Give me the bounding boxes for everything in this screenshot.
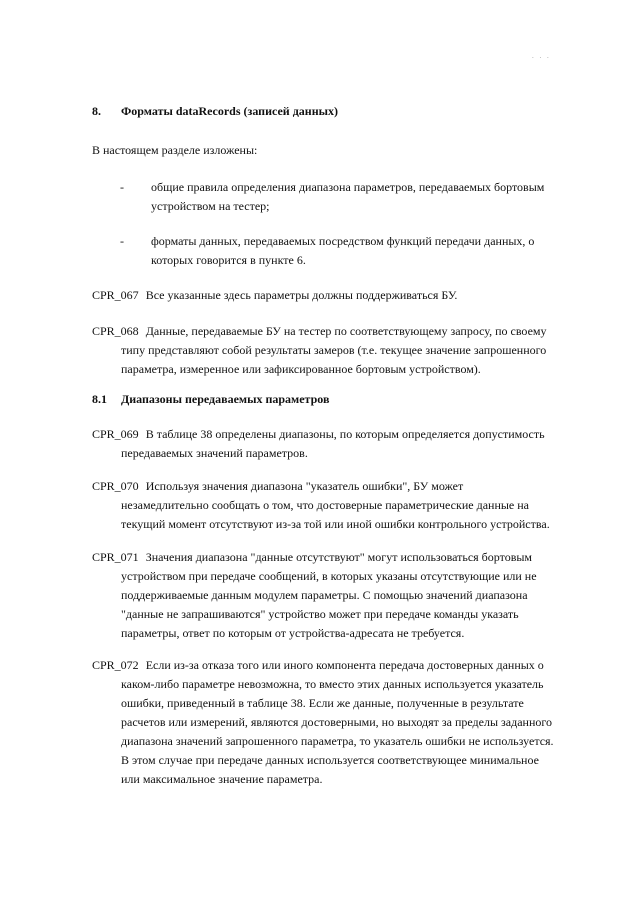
requirement-text: В таблице 38 определены диапазоны, по которым определяется допустимость xyxy=(145,427,545,441)
requirement-line: параметра, измеренное или зафиксированное бортовым устройством). xyxy=(121,362,481,376)
requirement-cpr-070 xyxy=(92,477,550,534)
bullet-dash: - xyxy=(120,234,124,248)
requirement-line: расчетов или измерений, являются достоверными, но выходят за пределы заданного xyxy=(121,715,552,729)
requirement-line xyxy=(92,322,547,341)
requirement-id: CPR_067 xyxy=(92,288,139,302)
requirement-text: Используя значения диапазона "указатель ошибки", БУ может xyxy=(145,479,464,493)
requirement-cpr-072 xyxy=(92,656,554,789)
requirement-text: Значения диапазона "данные отсутствуют" могут использоваться бортовым xyxy=(145,550,533,564)
requirement-id: CPR_072 xyxy=(92,658,139,672)
requirement-text: Все указанные здесь параметры должны поддерживаться БУ. xyxy=(145,288,458,302)
requirement-id: CPR_070 xyxy=(92,479,139,493)
requirement-cpr-067 xyxy=(92,286,457,305)
requirement-line xyxy=(92,425,545,444)
requirement-text: Если из-за отказа того или иного компонента передача достоверных данных о xyxy=(145,658,544,672)
bullet-item xyxy=(0,232,640,272)
requirement-line: или максимальное значение параметра. xyxy=(121,772,323,786)
requirement-line: передаваемых значений параметров. xyxy=(121,446,308,460)
requirement-line: диапазона значений запрошенного параметра, то указатель ошибки не используется. xyxy=(121,734,554,748)
section-title: Форматы dataRecords (записей данных) xyxy=(121,104,338,118)
requirement-id: CPR_071 xyxy=(92,550,139,564)
subsection-title: Диапазоны передаваемых параметров xyxy=(121,392,330,406)
requirement-cpr-069 xyxy=(92,425,545,463)
requirement-line: устройством при передаче сообщений, в которых указаны отсутствующие или не xyxy=(121,569,537,583)
requirement-line: текущий момент отсутствуют из-за той или иной ошибки контрольного устройства. xyxy=(121,517,550,531)
section-intro: В настоящем разделе изложены: xyxy=(92,143,258,157)
requirement-line: каком-либо параметре невозможна, то вместо этих данных используется указатель xyxy=(121,677,544,691)
bullet-text-line: форматы данных, передаваемых посредством функций передачи данных, о xyxy=(151,234,535,248)
requirement-cpr-071 xyxy=(92,548,537,643)
bullet-text-line: устройством на тестер; xyxy=(151,199,270,213)
requirement-line: типу представляют собой результаты замеров (т.е. текущее значение запрошенного xyxy=(121,343,547,357)
requirement-cpr-068 xyxy=(92,322,547,379)
requirement-id: CPR_069 xyxy=(92,427,139,441)
bullet-text-line: которых говорится в пункте 6. xyxy=(151,253,306,267)
requirement-line: параметры, ответ по которым от устройства-адресата не требуется. xyxy=(121,626,465,640)
requirement-line xyxy=(92,286,457,305)
requirement-line: В этом случае при передаче данных используется соответствующее минимальное xyxy=(121,753,539,767)
requirement-line: ошибки, приведенный в таблице 38. Если же данные, полученные в результате xyxy=(121,696,524,710)
subsection-number: 8.1 xyxy=(92,392,107,406)
requirement-line xyxy=(92,548,537,567)
header-mark: . . . xyxy=(532,52,551,60)
bullet-text-line: общие правила определения диапазона параметров, передаваемых бортовым xyxy=(151,180,545,194)
requirement-line xyxy=(92,477,550,496)
requirement-id: CPR_068 xyxy=(92,324,139,338)
section-heading xyxy=(92,103,338,119)
subsection-heading xyxy=(92,391,329,407)
bullet-dash: - xyxy=(120,180,124,194)
requirement-line: незамедлительно сообщать о том, что достоверные параметрические данные на xyxy=(121,498,529,512)
requirement-line xyxy=(92,656,554,675)
section-number: 8. xyxy=(92,104,101,118)
requirement-line: поддерживаемые данным модулем параметры. С помощью значений диапазона xyxy=(121,588,528,602)
requirement-line: "данные не запрашиваются" устройство может при передаче команды указать xyxy=(121,607,519,621)
bullet-item xyxy=(0,178,640,218)
requirement-text: Данные, передаваемые БУ на тестер по соответствующему запросу, по своему xyxy=(145,324,547,338)
